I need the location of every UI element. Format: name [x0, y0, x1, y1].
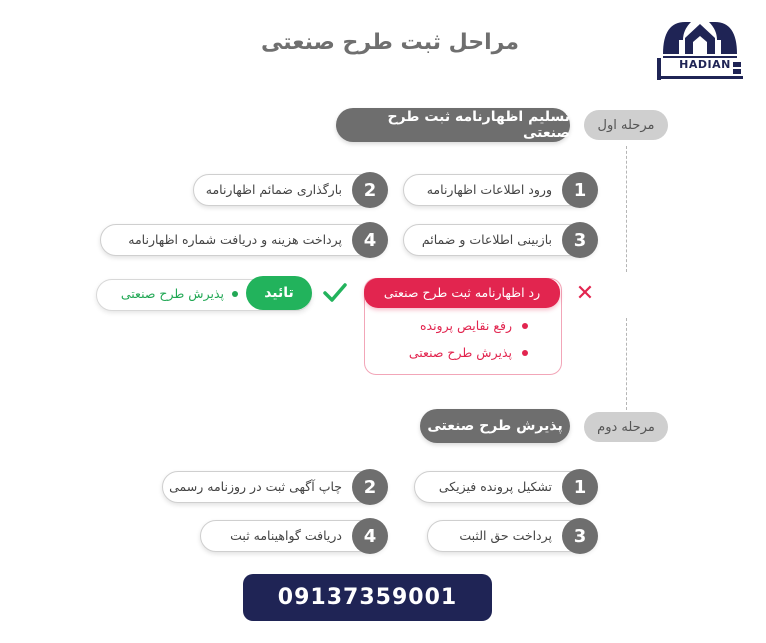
stage-2-heading: پذیرش طرح صنعتی [420, 409, 570, 443]
approve-check-icon [322, 280, 348, 306]
bullet-dot [232, 291, 238, 297]
approve-item-label: پذیرش طرح صنعتی [120, 286, 224, 301]
step-label: پرداخت حق الثبت [459, 528, 552, 543]
step-label: پرداخت هزینه و دریافت شماره اظهارنامه [128, 232, 342, 247]
reject-x-icon: ✕ [575, 281, 595, 306]
logo-brand-text: HADIAN [679, 58, 731, 71]
approve-item [108, 279, 238, 309]
step-label: بازبینی اطلاعات و ضمائم [421, 232, 552, 247]
dashed-connector-top [626, 146, 627, 272]
bullet-dot [522, 323, 528, 329]
step-number: 4 [352, 222, 388, 258]
step-label: بارگذاری ضمائم اظهارنامه [205, 182, 342, 197]
stage-2-label: مرحله دوم [584, 412, 668, 442]
step-number: 1 [562, 172, 598, 208]
page-title: مراحل ثبت طرح صنعتی [260, 30, 519, 55]
stage-2-step-4 [200, 520, 387, 552]
step-number: 2 [352, 469, 388, 505]
reject-heading: رد اظهارنامه ثبت طرح صنعتی [364, 278, 560, 308]
stage-2-step-2 [162, 471, 387, 503]
stage-1-heading: تسلیم اظهارنامه ثبت طرح صنعتی [336, 108, 570, 142]
step-number: 4 [352, 518, 388, 554]
stage-1-step-1 [403, 174, 597, 206]
approve-label: تائید [246, 276, 312, 310]
step-label: تشکیل پرونده فیزیکی [438, 479, 552, 494]
stage-1-step-4 [100, 224, 387, 256]
phone-number[interactable]: 09137359001 [243, 574, 492, 621]
reject-item-2 [409, 345, 528, 360]
stage-2-step-3 [427, 520, 597, 552]
dashed-connector-bottom [626, 318, 627, 410]
bullet-dot [522, 350, 528, 356]
stage-2-step-1 [414, 471, 597, 503]
step-label: ورود اطلاعات اظهارنامه [426, 182, 552, 197]
reject-item-label: پذیرش طرح صنعتی [408, 345, 512, 360]
step-number: 2 [352, 172, 388, 208]
stage-1-step-3 [403, 224, 597, 256]
step-number: 3 [562, 222, 598, 258]
reject-item-1 [420, 318, 528, 333]
hadian-logo [655, 14, 745, 86]
reject-item-label: رفع نقایص پرونده [419, 318, 512, 333]
step-number: 1 [562, 469, 598, 505]
step-label: چاپ آگهی ثبت در روزنامه رسمی [169, 479, 342, 494]
stage-1-step-2 [193, 174, 387, 206]
stage-1-label: مرحله اول [584, 110, 668, 140]
step-number: 3 [562, 518, 598, 554]
step-label: دریافت گواهینامه ثبت [230, 528, 342, 543]
